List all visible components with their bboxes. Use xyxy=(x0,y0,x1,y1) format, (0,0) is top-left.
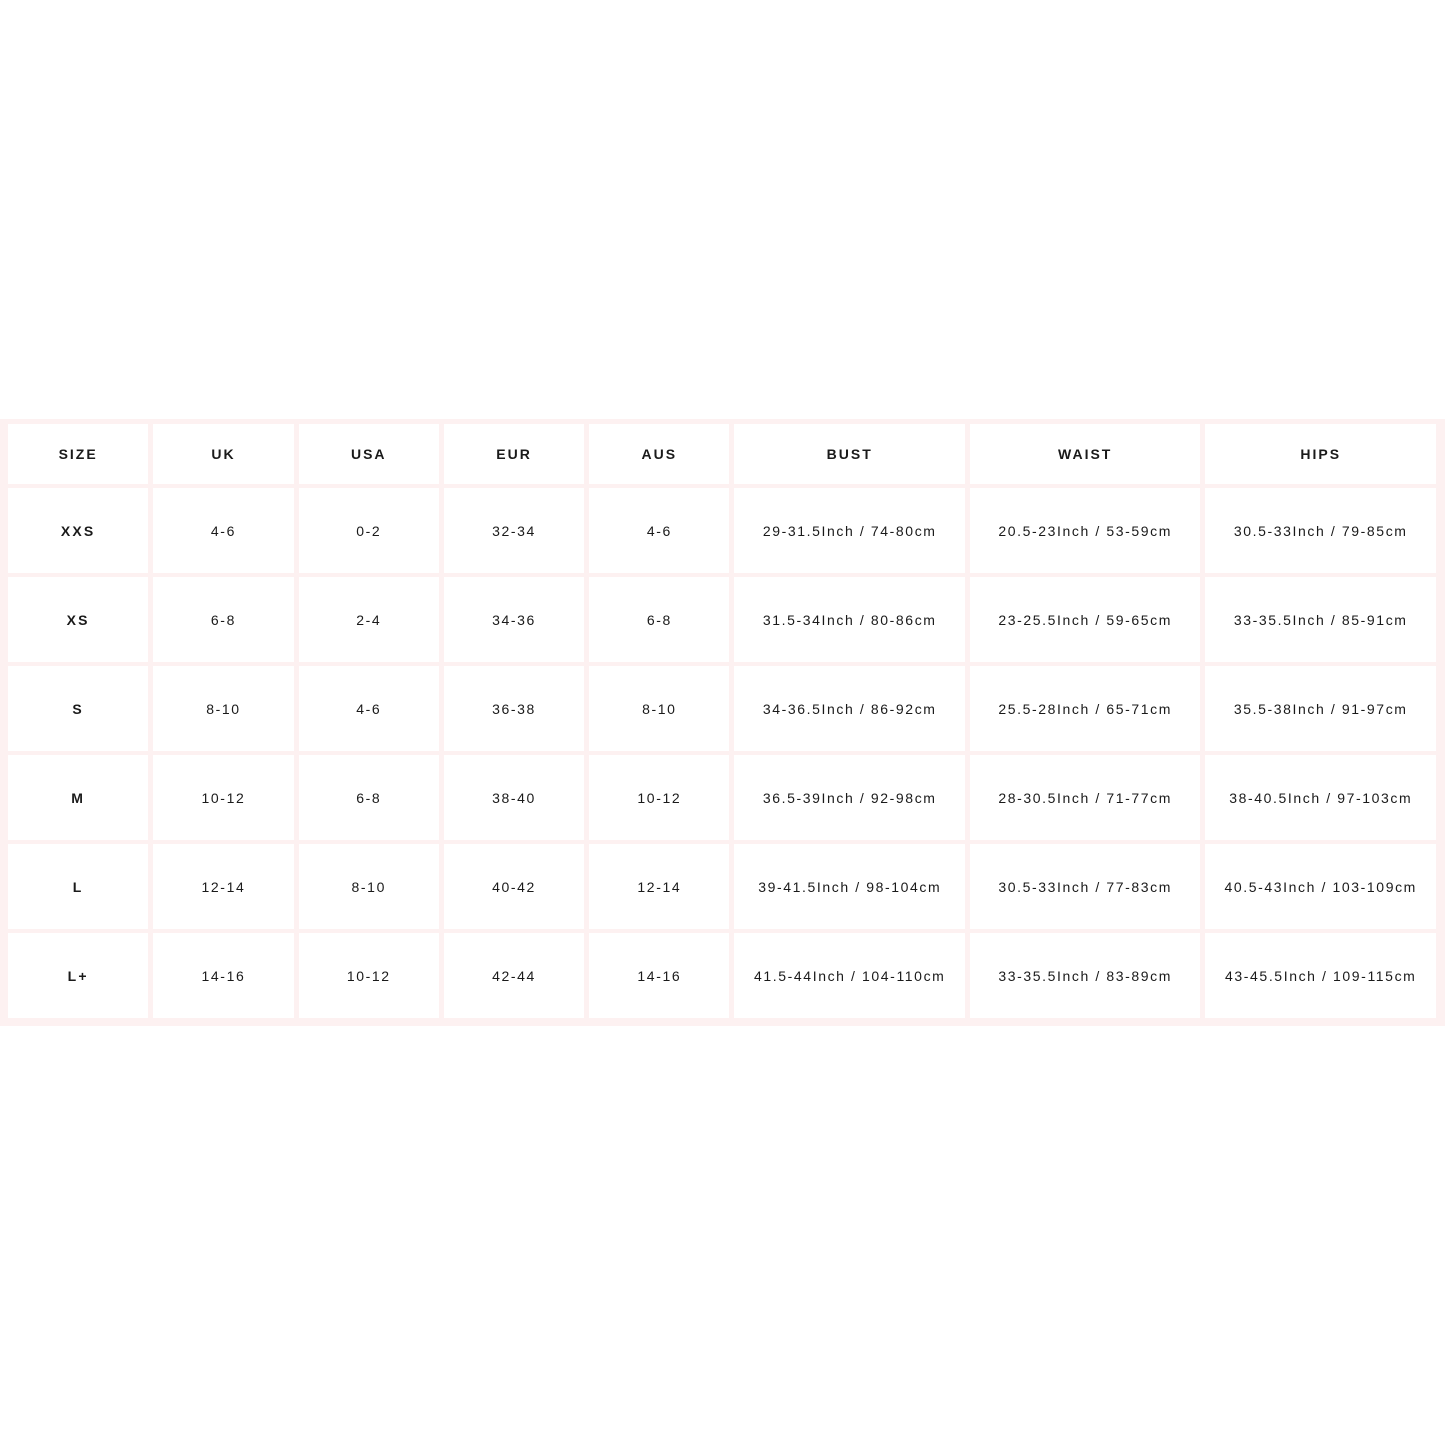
waist-cell: 30.5-33Inch / 77-83cm xyxy=(970,844,1200,929)
uk-cell: 10-12 xyxy=(153,755,293,840)
hips-cell: 30.5-33Inch / 79-85cm xyxy=(1205,488,1436,573)
uk-cell: 12-14 xyxy=(153,844,293,929)
bust-cell: 39-41.5Inch / 98-104cm xyxy=(734,844,964,929)
bust-cell: 31.5-34Inch / 80-86cm xyxy=(734,577,964,662)
header-usa: USA xyxy=(299,424,439,484)
bust-cell: 29-31.5Inch / 74-80cm xyxy=(734,488,964,573)
header-bust: BUST xyxy=(734,424,964,484)
uk-cell: 14-16 xyxy=(153,933,293,1018)
eur-cell: 34-36 xyxy=(444,577,584,662)
eur-cell: 38-40 xyxy=(444,755,584,840)
eur-cell: 40-42 xyxy=(444,844,584,929)
waist-cell: 23-25.5Inch / 59-65cm xyxy=(970,577,1200,662)
aus-cell: 4-6 xyxy=(589,488,729,573)
waist-cell: 28-30.5Inch / 71-77cm xyxy=(970,755,1200,840)
usa-cell: 10-12 xyxy=(299,933,439,1018)
hips-cell: 40.5-43Inch / 103-109cm xyxy=(1205,844,1436,929)
size-table xyxy=(3,420,1441,1022)
usa-cell: 4-6 xyxy=(299,666,439,751)
aus-cell: 6-8 xyxy=(589,577,729,662)
table-row xyxy=(8,577,1436,662)
header-uk: UK xyxy=(153,424,293,484)
waist-cell: 33-35.5Inch / 83-89cm xyxy=(970,933,1200,1018)
size-cell: S xyxy=(8,666,148,751)
size-chart xyxy=(0,419,1445,1026)
bust-cell: 34-36.5Inch / 86-92cm xyxy=(734,666,964,751)
usa-cell: 0-2 xyxy=(299,488,439,573)
usa-cell: 6-8 xyxy=(299,755,439,840)
aus-cell: 8-10 xyxy=(589,666,729,751)
table-row xyxy=(8,488,1436,573)
size-cell: XS xyxy=(8,577,148,662)
table-header-row xyxy=(8,424,1436,484)
size-cell: M xyxy=(8,755,148,840)
table-row xyxy=(8,666,1436,751)
table-row xyxy=(8,755,1436,840)
hips-cell: 38-40.5Inch / 97-103cm xyxy=(1205,755,1436,840)
uk-cell: 4-6 xyxy=(153,488,293,573)
header-waist: WAIST xyxy=(970,424,1200,484)
bust-cell: 36.5-39Inch / 92-98cm xyxy=(734,755,964,840)
aus-cell: 10-12 xyxy=(589,755,729,840)
header-eur: EUR xyxy=(444,424,584,484)
header-size: SIZE xyxy=(8,424,148,484)
header-hips: HIPS xyxy=(1205,424,1436,484)
uk-cell: 8-10 xyxy=(153,666,293,751)
header-aus: AUS xyxy=(589,424,729,484)
waist-cell: 25.5-28Inch / 65-71cm xyxy=(970,666,1200,751)
eur-cell: 36-38 xyxy=(444,666,584,751)
usa-cell: 8-10 xyxy=(299,844,439,929)
size-cell: XXS xyxy=(8,488,148,573)
size-cell: L+ xyxy=(8,933,148,1018)
aus-cell: 14-16 xyxy=(589,933,729,1018)
waist-cell: 20.5-23Inch / 53-59cm xyxy=(970,488,1200,573)
hips-cell: 33-35.5Inch / 85-91cm xyxy=(1205,577,1436,662)
table-row xyxy=(8,844,1436,929)
table-row xyxy=(8,933,1436,1018)
eur-cell: 32-34 xyxy=(444,488,584,573)
aus-cell: 12-14 xyxy=(589,844,729,929)
hips-cell: 35.5-38Inch / 91-97cm xyxy=(1205,666,1436,751)
eur-cell: 42-44 xyxy=(444,933,584,1018)
usa-cell: 2-4 xyxy=(299,577,439,662)
bust-cell: 41.5-44Inch / 104-110cm xyxy=(734,933,964,1018)
size-cell: L xyxy=(8,844,148,929)
hips-cell: 43-45.5Inch / 109-115cm xyxy=(1205,933,1436,1018)
uk-cell: 6-8 xyxy=(153,577,293,662)
